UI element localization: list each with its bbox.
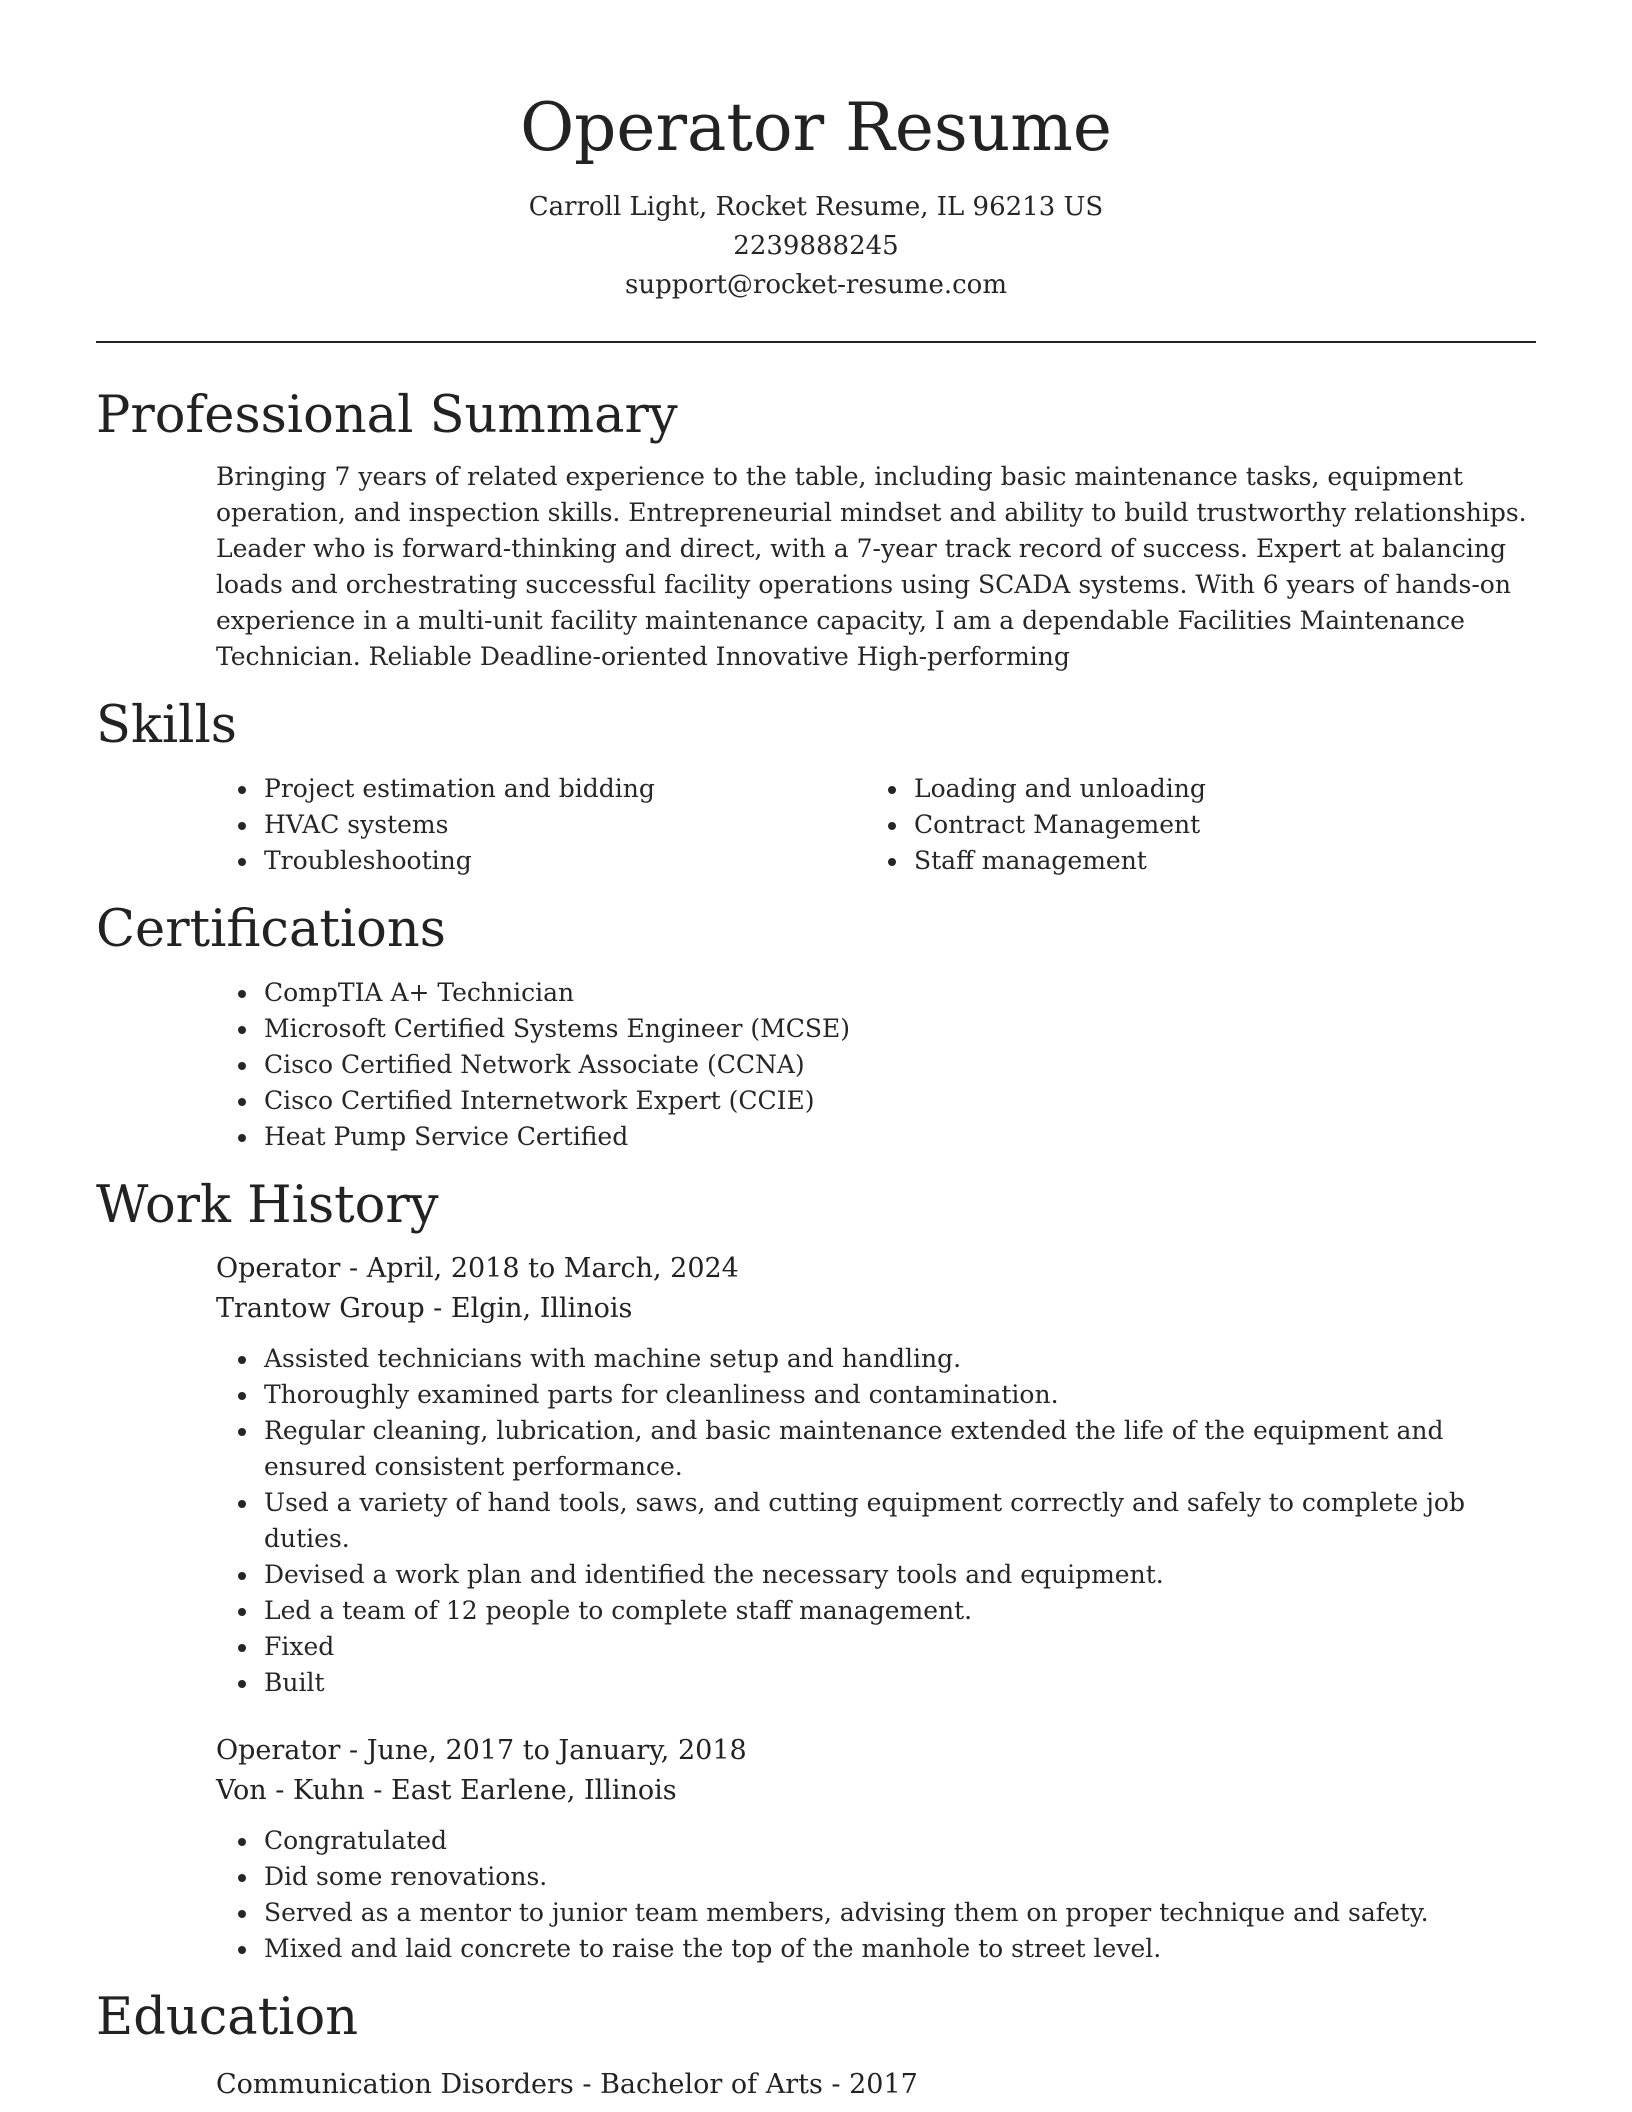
skill-item: • Project estimation and bidding — [260, 771, 910, 807]
job-title: Operator - April, 2018 to March, 2024 — [216, 1253, 739, 1284]
job-duty: • Thoroughly examined parts for cleanliness and contamination. — [260, 1377, 1536, 1413]
skills-column-left — [260, 771, 910, 879]
skill-item: • Staff management — [910, 843, 1510, 879]
job-duty: • Mixed and laid concrete to raise the top of the manhole to street level. — [260, 1931, 1536, 1967]
job-duty: • Devised a work plan and identified the necessary tools and equipment. — [260, 1557, 1536, 1593]
certifications-section — [96, 897, 1536, 1155]
skills-column-right — [910, 771, 1510, 879]
resume-title: Operator Resume — [520, 89, 1112, 166]
certifications-heading: Certifications — [96, 900, 446, 959]
certification-item: • Cisco Certified Internetwork Expert (CCIE) — [260, 1083, 1536, 1119]
contact-phone: 2239888245 — [733, 231, 899, 261]
job-duty: • Led a team of 12 people to complete staff management. — [260, 1593, 1536, 1629]
skill-item: • Contract Management — [910, 807, 1510, 843]
header-divider — [96, 341, 1536, 343]
summary-heading: Professional Summary — [96, 386, 678, 445]
job-duty: • Did some renovations. — [260, 1859, 1536, 1895]
job-duties — [216, 1341, 1536, 1701]
certification-item: • Microsoft Certified Systems Engineer (MCSE) — [260, 1011, 1536, 1047]
certification-item: • Heat Pump Service Certified — [260, 1119, 1536, 1155]
skill-item: • Troubleshooting — [260, 843, 910, 879]
skill-item: • HVAC systems — [260, 807, 910, 843]
job-company: Von - Kuhn - East Earlene, Illinois — [216, 1775, 677, 1806]
certification-item: • CompTIA A+ Technician — [260, 975, 1536, 1011]
skills-section — [96, 693, 1536, 879]
work-history-section — [96, 1173, 1536, 1967]
summary-text: Bringing 7 years of related experience to the table, including basic maintenance tasks, equipment operation, and inspection skills. Entrepreneurial mindset and ability to build trustworthy relationships. Leader who is forward-thinking and direct, with a 7-year track record of success. Expert at balancing loads and orchestrating successful facility operations using SCADA systems. With 6 years of hands-on experience in a multi-unit facility maintenance capacity, I am a dependable Facilities Maintenance Technician. Reliable Deadline-oriented Innovative High-performing — [216, 462, 1527, 671]
job-duty: • Used a variety of hand tools, saws, and cutting equipment correctly and safely to complete job duties. — [260, 1485, 1536, 1557]
skills-list — [96, 771, 1536, 879]
skills-heading: Skills — [96, 696, 237, 755]
job-duty: • Congratulated — [260, 1823, 1536, 1859]
resume-page — [96, 0, 1536, 2105]
contact-email: support@rocket-resume.com — [624, 270, 1007, 300]
certifications-list — [96, 975, 1536, 1155]
job-duty: • Fixed — [260, 1629, 1536, 1665]
education-section — [96, 1985, 1536, 2105]
summary-section — [96, 383, 1536, 675]
job-entry — [216, 1731, 1536, 1967]
resume-header — [96, 0, 1536, 305]
job-duty: • Assisted technicians with machine setup and handling. — [260, 1341, 1536, 1377]
job-duty: • Regular cleaning, lubrication, and basic maintenance extended the life of the equipment and ensured consistent performance. — [260, 1413, 1536, 1485]
job-duty: • Built — [260, 1665, 1536, 1701]
skill-item: • Loading and unloading — [910, 771, 1510, 807]
job-company: Trantow Group - Elgin, Illinois — [216, 1293, 633, 1324]
job-title: Operator - June, 2017 to January, 2018 — [216, 1735, 747, 1766]
job-entry — [216, 1249, 1536, 1701]
education-heading: Education — [96, 1988, 359, 2047]
contact-info — [96, 188, 1536, 305]
education-entry: Communication Disorders - Bachelor of Arts - 2017 — [216, 2069, 918, 2100]
work-history-heading: Work History — [96, 1176, 439, 1235]
certification-item: • Cisco Certified Network Associate (CCNA) — [260, 1047, 1536, 1083]
contact-address: Carroll Light, Rocket Resume, IL 96213 US — [528, 192, 1104, 222]
job-duties — [216, 1823, 1536, 1967]
job-duty: • Served as a mentor to junior team members, advising them on proper technique and safety. — [260, 1895, 1536, 1931]
